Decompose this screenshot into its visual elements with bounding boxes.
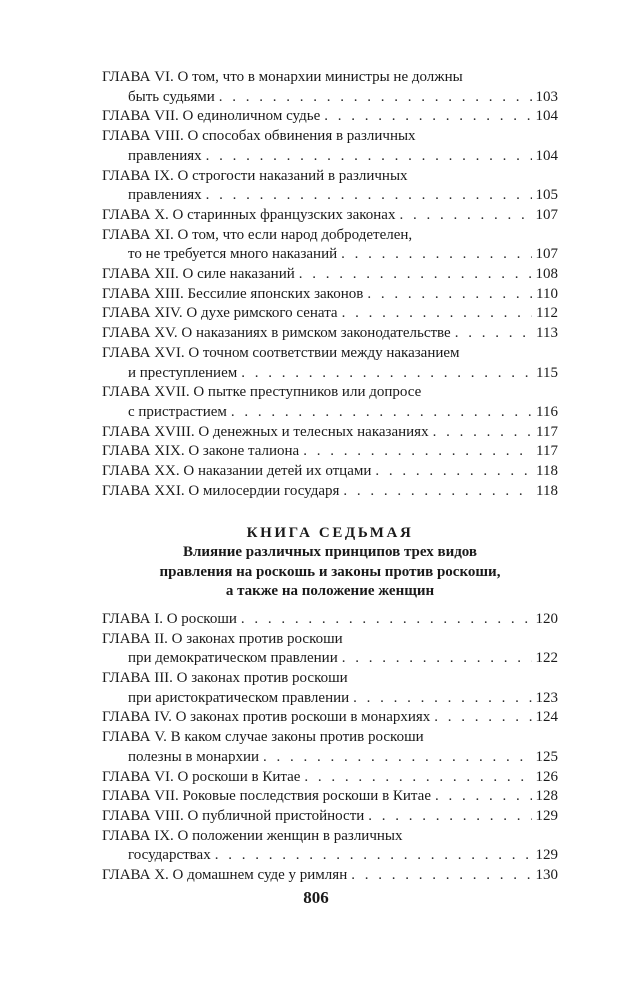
toc-entry-line bbox=[102, 127, 558, 147]
toc-page-ref: 113 bbox=[536, 325, 558, 342]
toc-page-ref: 123 bbox=[535, 689, 558, 706]
toc-entry-title: ГЛАВА IX. О строгости наказаний в различных bbox=[102, 167, 408, 184]
toc-entry bbox=[102, 610, 558, 630]
toc-entry-line bbox=[102, 107, 558, 127]
toc-entry-continuation bbox=[102, 245, 558, 265]
dot-leader bbox=[353, 689, 531, 709]
toc-page-ref: 122 bbox=[535, 650, 558, 667]
toc-entry bbox=[102, 265, 558, 285]
toc-entry-title: ГЛАВА VIII. О способах обвинения в различных bbox=[102, 128, 416, 145]
dot-leader bbox=[342, 304, 532, 324]
toc-entry bbox=[102, 206, 558, 226]
toc-entry-title: ГЛАВА IV. О законах против роскоши в монархиях bbox=[102, 709, 431, 726]
toc-entry bbox=[102, 787, 558, 807]
toc-entry-line bbox=[102, 68, 558, 88]
toc-page-ref: 107 bbox=[535, 246, 558, 263]
toc-page-ref: 110 bbox=[536, 285, 558, 302]
toc-entry-line bbox=[102, 866, 558, 886]
toc-entry-title: ГЛАВА XIX. О законе талиона bbox=[102, 443, 300, 460]
toc-entry-line bbox=[102, 324, 558, 344]
toc-entry-title: полезны в монархии bbox=[128, 748, 260, 765]
toc-entry bbox=[102, 167, 558, 206]
dot-leader bbox=[206, 147, 532, 167]
toc-entry bbox=[102, 728, 558, 767]
toc-entry-title: ГЛАВА XIII. Бессилие японских законов bbox=[102, 285, 364, 302]
dot-leader bbox=[343, 482, 532, 502]
toc-entry-title: ГЛАВА II. О законах против роскоши bbox=[102, 630, 343, 647]
dot-leader bbox=[399, 206, 531, 226]
toc-entry bbox=[102, 669, 558, 708]
toc-entry-line bbox=[102, 827, 558, 847]
toc-entry-line bbox=[102, 462, 558, 482]
toc-entry-title: ГЛАВА III. О законах против роскоши bbox=[102, 670, 348, 687]
toc-page-ref: 124 bbox=[535, 709, 558, 726]
toc-entry bbox=[102, 107, 558, 127]
toc-entry-title: ГЛАВА VIII. О публичной пристойности bbox=[102, 808, 365, 824]
toc-entry-title: ГЛАВА VI. О роскоши в Китае bbox=[102, 768, 301, 785]
dot-leader bbox=[303, 442, 532, 462]
toc-entry-title: ГЛАВА XX. О наказании детей их отцами bbox=[102, 463, 372, 480]
toc-entry-title: ГЛАВА VII. Роковые последствия роскоши в Китае bbox=[102, 788, 431, 805]
book-header bbox=[102, 523, 558, 602]
dot-leader bbox=[435, 787, 532, 807]
toc-entry-line bbox=[102, 708, 558, 728]
dot-leader bbox=[342, 649, 532, 669]
book-subtitle-line: Влияние различных принципов трех видов bbox=[182, 544, 478, 561]
toc-entry-line bbox=[102, 482, 558, 502]
toc-page-ref: 104 bbox=[535, 147, 558, 164]
toc-page-ref: 115 bbox=[536, 364, 558, 381]
book-title: КНИГА СЕДЬМАЯ bbox=[246, 525, 414, 542]
toc-section-1 bbox=[102, 68, 558, 501]
toc-entry-line bbox=[102, 787, 558, 807]
toc-page-ref: 130 bbox=[535, 867, 558, 884]
toc-entry-title: быть судьями bbox=[128, 88, 215, 105]
toc-entry bbox=[102, 866, 558, 886]
dot-leader bbox=[433, 423, 532, 443]
toc-entry-continuation bbox=[102, 649, 558, 669]
toc-entry-line bbox=[102, 167, 558, 187]
toc-entry bbox=[102, 383, 558, 422]
toc-page-ref: 108 bbox=[535, 266, 558, 283]
toc-entry bbox=[102, 462, 558, 482]
toc-entry-title: ГЛАВА IX. О положении женщин в различных bbox=[102, 827, 403, 844]
toc-entry bbox=[102, 807, 558, 827]
toc-page-ref: 116 bbox=[536, 403, 558, 420]
toc-entry-line bbox=[102, 304, 558, 324]
toc-page-ref: 125 bbox=[535, 748, 558, 765]
toc-entry-line bbox=[102, 630, 558, 650]
toc-entry bbox=[102, 285, 558, 305]
toc-entry-title: ГЛАВА X. О старинных французских законах bbox=[102, 206, 396, 223]
toc-entry-title: ГЛАВА XVI. О точном соответствии между наказанием bbox=[102, 344, 460, 361]
dot-leader bbox=[241, 610, 532, 630]
toc-entry-line bbox=[102, 610, 558, 630]
toc-entry-continuation bbox=[102, 846, 558, 866]
toc-entry-title: ГЛАВА VII. О единоличном судье bbox=[102, 108, 321, 125]
toc-page-ref: 118 bbox=[536, 463, 558, 480]
toc-entry-line bbox=[102, 807, 558, 827]
toc-entry-title: ГЛАВА VI. О том, что в монархии министры не должны bbox=[102, 69, 463, 85]
toc-entry bbox=[102, 827, 558, 866]
toc-section-2 bbox=[102, 610, 558, 886]
toc-entry-line bbox=[102, 344, 558, 364]
dot-leader bbox=[351, 866, 531, 886]
toc-entry-title: с пристрастием bbox=[128, 403, 227, 420]
toc-entry bbox=[102, 630, 558, 669]
toc-page-ref: 120 bbox=[535, 610, 558, 627]
toc-entry-title: ГЛАВА XV. О наказаниях в римском законодательстве bbox=[102, 325, 451, 342]
dot-leader bbox=[206, 186, 532, 206]
toc-entry-line bbox=[102, 226, 558, 246]
book-subtitle-line: а также на положение женщин bbox=[225, 583, 435, 600]
dot-leader bbox=[375, 462, 532, 482]
toc-entry-title: государствах bbox=[128, 847, 211, 864]
toc-entry-title: ГЛАВА XI. О том, что если народ добродетелен, bbox=[102, 226, 413, 243]
toc-entry bbox=[102, 442, 558, 462]
toc-entry-continuation bbox=[102, 403, 558, 423]
dot-leader bbox=[341, 245, 531, 265]
dot-leader bbox=[455, 324, 532, 344]
toc-page-ref: 129 bbox=[535, 808, 558, 824]
toc-page-ref: 104 bbox=[535, 108, 558, 125]
toc-entry bbox=[102, 304, 558, 324]
dot-leader bbox=[231, 403, 532, 423]
toc-entry-title: правлениях bbox=[128, 187, 202, 204]
toc-entry bbox=[102, 482, 558, 502]
dot-leader bbox=[241, 364, 532, 384]
toc-entry-title: ГЛАВА XVII. О пытке преступников или допросе bbox=[102, 384, 422, 401]
dot-leader bbox=[304, 768, 531, 788]
dot-leader bbox=[434, 708, 531, 728]
toc-entry-continuation bbox=[102, 147, 558, 167]
toc-page-ref: 117 bbox=[536, 423, 558, 440]
toc-page-ref: 105 bbox=[535, 187, 558, 204]
toc-entry bbox=[102, 708, 558, 728]
toc-entry-title: при аристократическом правлении bbox=[128, 689, 350, 706]
toc-entry-title: и преступлением bbox=[128, 364, 238, 381]
toc-entry-title: ГЛАВА V. В каком случае законы против роскоши bbox=[102, 729, 424, 746]
toc-page-ref: 126 bbox=[535, 768, 558, 785]
toc-entry bbox=[102, 68, 558, 107]
toc-entry bbox=[102, 768, 558, 788]
dot-leader bbox=[263, 748, 531, 768]
dot-leader bbox=[367, 285, 532, 305]
toc-entry bbox=[102, 127, 558, 166]
dot-leader bbox=[215, 846, 532, 866]
toc-entry-line bbox=[102, 265, 558, 285]
dot-leader bbox=[299, 265, 532, 285]
toc-entry-line bbox=[102, 383, 558, 403]
toc-entry-line bbox=[102, 285, 558, 305]
page-number: 806 bbox=[303, 888, 329, 907]
toc-entry-line bbox=[102, 669, 558, 689]
toc-page-ref: 103 bbox=[535, 88, 558, 105]
toc-entry-line bbox=[102, 206, 558, 226]
toc-page bbox=[102, 68, 558, 886]
toc-entry-line bbox=[102, 423, 558, 443]
toc-entry-continuation bbox=[102, 88, 558, 108]
toc-page-ref: 129 bbox=[535, 847, 558, 864]
toc-entry-title: ГЛАВА XXI. О милосердии государя bbox=[102, 482, 340, 499]
toc-entry bbox=[102, 423, 558, 443]
toc-entry-title: ГЛАВА XII. О силе наказаний bbox=[102, 266, 295, 283]
toc-entry-title: ГЛАВА X. О домашнем суде у римлян bbox=[102, 867, 348, 884]
toc-page-ref: 107 bbox=[535, 206, 558, 223]
toc-entry-title: то не требуется много наказаний bbox=[128, 246, 338, 263]
book-subtitle-line: правления на роскошь и законы против роскоши, bbox=[159, 563, 501, 580]
toc-entry-title: ГЛАВА XVIII. О денежных и телесных наказаниях bbox=[102, 423, 429, 440]
toc-entry-title: правлениях bbox=[128, 147, 202, 164]
toc-entry-continuation bbox=[102, 748, 558, 768]
toc-entry-line bbox=[102, 728, 558, 748]
toc-page-ref: 117 bbox=[536, 443, 558, 460]
toc-entry bbox=[102, 226, 558, 265]
toc-entry-title: ГЛАВА I. О роскоши bbox=[102, 610, 237, 627]
toc-page-ref: 128 bbox=[535, 788, 558, 805]
toc-entry bbox=[102, 344, 558, 383]
toc-entry-continuation bbox=[102, 186, 558, 206]
toc-page-ref: 112 bbox=[536, 305, 558, 322]
toc-entry-continuation bbox=[102, 364, 558, 384]
toc-entry-title: ГЛАВА XIV. О духе римского сената bbox=[102, 305, 338, 322]
dot-leader bbox=[368, 807, 531, 827]
toc-entry bbox=[102, 324, 558, 344]
toc-entry-title: при демократическом правлении bbox=[128, 650, 338, 667]
toc-entry-line bbox=[102, 442, 558, 462]
toc-entry-line bbox=[102, 768, 558, 788]
toc-page-ref: 118 bbox=[536, 482, 558, 499]
toc-entry-continuation bbox=[102, 689, 558, 709]
dot-leader bbox=[219, 88, 532, 108]
dot-leader bbox=[324, 107, 531, 127]
